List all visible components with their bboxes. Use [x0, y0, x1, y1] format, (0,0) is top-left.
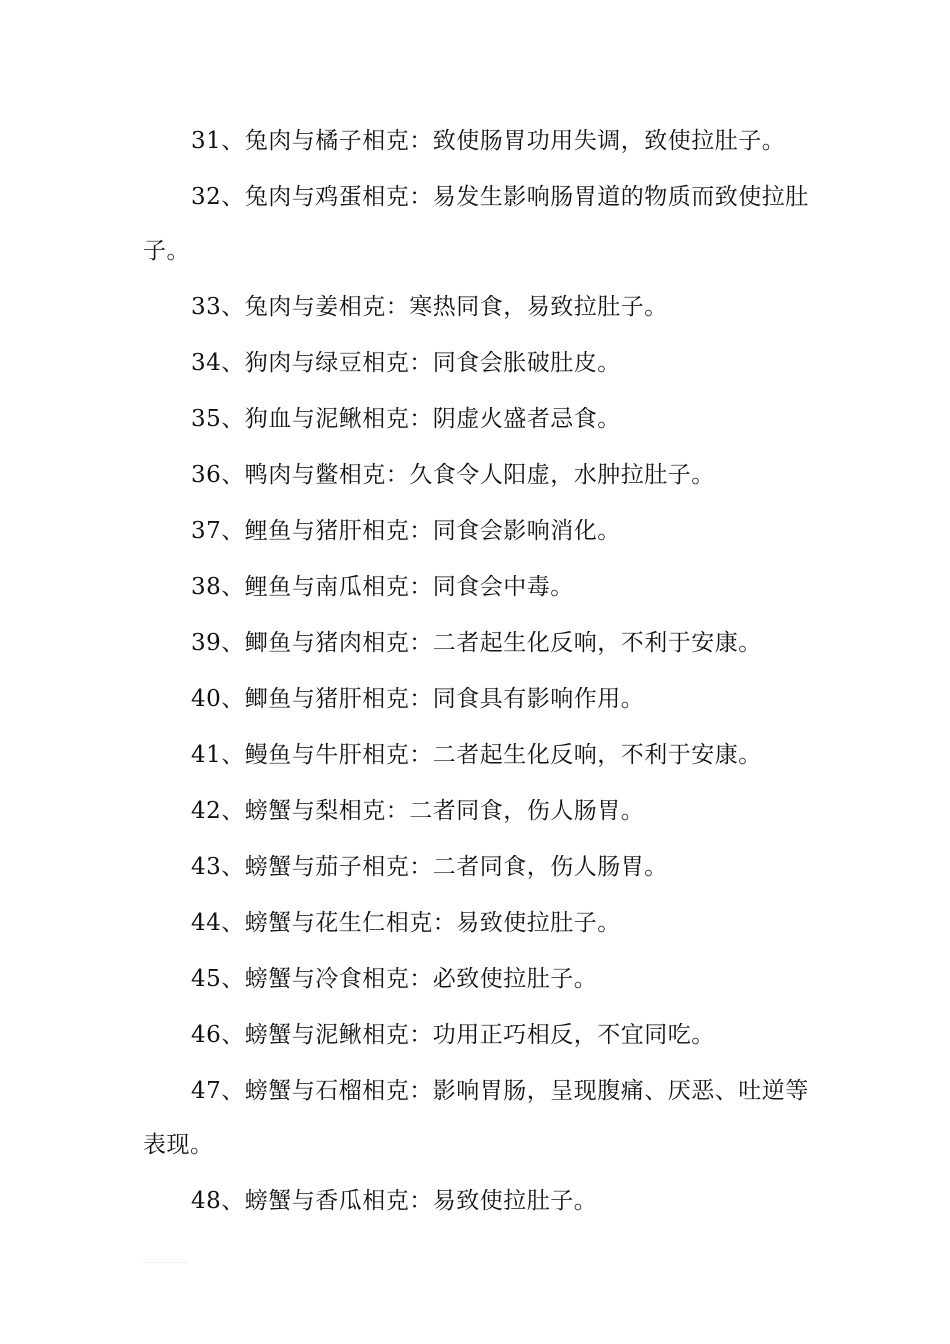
list-item: 40、鲫鱼与猪肝相克：同食具有影响作用。 [191, 686, 645, 712]
footer-divider [143, 1262, 187, 1264]
list-item: 36、鸭肉与鳖相克：久食令人阳虚，水肿拉肚子。 [191, 462, 715, 488]
list-item: 34、狗肉与绿豆相克：同食会胀破肚皮。 [191, 350, 621, 376]
list-item: 41、鳗鱼与牛肝相克：二者起生化反响，不利于安康。 [191, 742, 762, 768]
list-item: 39、鲫鱼与猪肉相克：二者起生化反响，不利于安康。 [191, 630, 762, 656]
list-item: 32、兔肉与鸡蛋相克：易发生影响肠胃道的物质而致使拉肚子。 [143, 184, 809, 264]
document-body [143, 114, 813, 1230]
list-item: 45、螃蟹与冷食相克：必致使拉肚子。 [191, 966, 598, 992]
list-item: 47、螃蟹与石榴相克：影响胃肠，呈现腹痛、厌恶、吐逆等表现。 [143, 1078, 809, 1158]
list-item: 48、螃蟹与香瓜相克：易致使拉肚子。 [191, 1188, 598, 1214]
list-item: 31、兔肉与橘子相克：致使肠胃功用失调，致使拉肚子。 [191, 128, 786, 154]
list-item: 42、螃蟹与梨相克：二者同食，伤人肠胃。 [191, 798, 645, 824]
list-item: 44、螃蟹与花生仁相克：易致使拉肚子。 [191, 910, 621, 936]
list-item: 35、狗血与泥鳅相克：阴虚火盛者忌食。 [191, 406, 621, 432]
list-item: 37、鲤鱼与猪肝相克：同食会影响消化。 [191, 518, 621, 544]
list-item: 33、兔肉与姜相克：寒热同食，易致拉肚子。 [191, 294, 668, 320]
list-item: 38、鲤鱼与南瓜相克：同食会中毒。 [191, 574, 574, 600]
list-item: 46、螃蟹与泥鳅相克：功用正巧相反，不宜同吃。 [191, 1022, 715, 1048]
list-item: 43、螃蟹与茄子相克：二者同食，伤人肠胃。 [191, 854, 668, 880]
